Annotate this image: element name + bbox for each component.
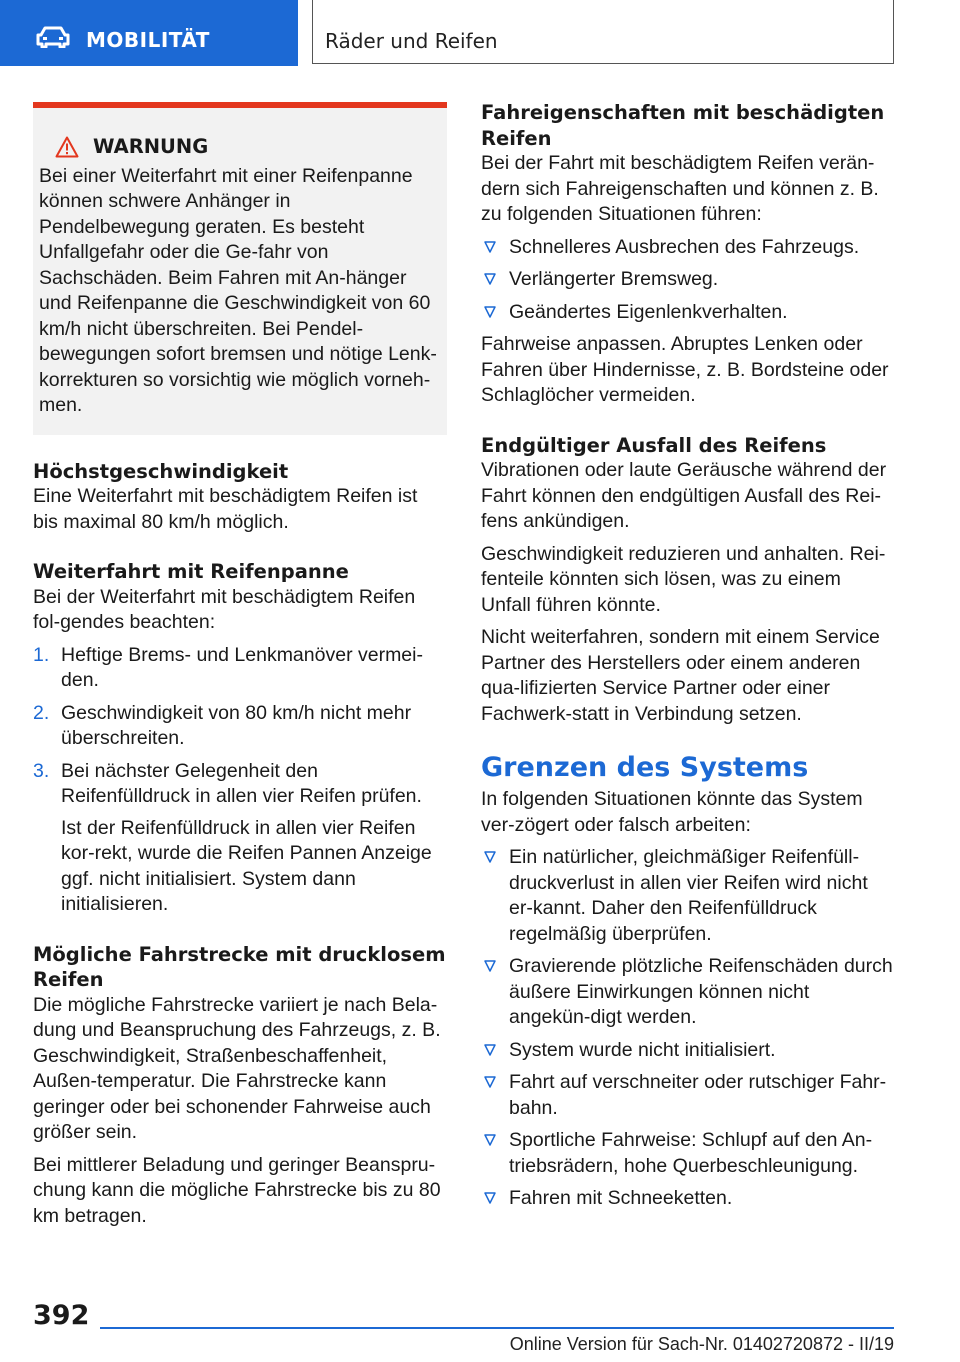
bullet-text: Geändertes Eigenlenkverhalten. <box>509 300 788 323</box>
section-label: MOBILITÄT <box>86 28 210 52</box>
handling-bullets <box>481 235 895 326</box>
bullet-triangle-icon <box>483 1043 497 1057</box>
right-column <box>481 100 895 1219</box>
car-icon <box>36 26 70 48</box>
list-item <box>481 267 895 293</box>
text-handling-intro: Bei der Fahrt mit beschädigtem Reifen verän-dern sich Fahreigenschaften und können z. B. zu folgenden Situationen führen: <box>481 152 879 225</box>
bullet-text: Sportliche Fahrweise: Schlupf auf den An-triebsrädern, hohe Querbeschleunigung. <box>509 1129 873 1177</box>
text-failure-1: Vibrationen oder laute Geräusche während der Fahrt können den endgültigen Ausfall des Rei-fens ankündigen. <box>481 459 887 532</box>
heading-continue-driving: Weiterfahrt mit Reifenpanne <box>33 560 349 583</box>
text-distance-1: Die mögliche Fahrstrecke variiert je nach Bela-dung und Beanspruchung des Fahrzeugs, z. B. Geschwindigkeit, Straßenbeschaffenheit, Außen-temperatur. Die Fahrstrecke kann geringer oder bei schonender Fahrweise auch größer sein. <box>33 993 441 1143</box>
step-number: 3. <box>33 759 50 782</box>
list-item <box>481 845 895 947</box>
warning-box <box>33 102 447 435</box>
bullet-triangle-icon <box>483 305 497 319</box>
step-note: Ist der Reifenfülldruck in allen vier Reifen kor-rekt, wurde die Reifen Pannen Anzeige ggf. nicht initialisiert. System dann initialisieren. <box>61 816 432 915</box>
section-tab <box>0 0 298 66</box>
step-text: Bei nächster Gelegenheit den Reifenfülldruck in allen vier Reifen prüfen. <box>61 759 422 807</box>
bullet-triangle-icon <box>483 240 497 254</box>
left-column <box>33 100 447 1236</box>
list-item <box>33 643 447 694</box>
section-continue-driving <box>33 559 447 918</box>
step-number: 2. <box>33 701 50 724</box>
text-handling: Fahrweise anpassen. Abruptes Lenken oder Fahren über Hindernisse, z. B. Bordsteine oder Schlaglöcher vermeiden. <box>481 333 889 406</box>
list-item <box>481 954 895 1031</box>
list-item <box>33 701 447 752</box>
warning-header <box>55 134 441 160</box>
section-distance <box>33 942 447 1230</box>
list-item <box>481 1186 895 1212</box>
text-max-speed: Eine Weiterfahrt mit beschädigtem Reifen ist bis maximal 80 km/h möglich. <box>33 485 418 533</box>
chapter-header <box>312 0 894 64</box>
list-item <box>481 1128 895 1179</box>
text-continue-intro: Bei der Weiterfahrt mit beschädigtem Reifen fol-gendes beachten: <box>33 585 416 633</box>
chapter-title: Räder und Reifen <box>325 29 498 53</box>
bullet-text: Schnelleres Ausbrechen des Fahrzeugs. <box>509 235 860 258</box>
heading-distance: Mögliche Fahrstrecke mit drucklosem Reifen <box>33 942 446 991</box>
text-failure-2: Geschwindigkeit reduzieren und anhalten. Rei-fenteile könnten sich lösen, was zu einem Unfall führen könnte. <box>481 542 886 616</box>
footer-note: Online Version für Sach-Nr. 01402720872 - II/19 <box>509 1334 894 1354</box>
warning-text: Bei einer Weiterfahrt mit einer Reifenpanne können schwere Anhänger in Pendelbewegung geraten. Es besteht Unfallgefahr oder die Ge-fahr von Sachschäden. Beim Fahren mit An-hänger und Reifenpanne die Geschwindigkeit von 60 km/h nicht überschreiten. Bei Pendel-bewegungen sofort bremsen und nötige Lenk-korrekturen so vorsichtig wie möglich vorneh-men. <box>39 164 437 416</box>
warning-title: WARNUNG <box>93 135 209 158</box>
bullet-text: System wurde nicht initialisiert. <box>509 1038 776 1061</box>
section-limits <box>481 751 895 1212</box>
warning-triangle-icon <box>55 136 79 158</box>
list-item <box>481 1070 895 1121</box>
list-item <box>481 235 895 261</box>
heading-limits: Grenzen des Systems <box>481 752 809 783</box>
step-number: 1. <box>33 643 50 666</box>
bullet-triangle-icon <box>483 1191 497 1205</box>
heading-handling: Fahreigenschaften mit beschädigten Reifen <box>481 101 885 150</box>
bullet-triangle-icon <box>483 272 497 286</box>
text-distance-2: Bei mittlerer Beladung und geringer Beanspru-chung kann die mögliche Fahrstrecke bis zu 80 km betragen. <box>33 1153 441 1227</box>
bullet-text: Fahrt auf verschneiter oder rutschiger Fahr-bahn. <box>509 1071 887 1119</box>
bullet-triangle-icon <box>483 850 497 864</box>
section-max-speed <box>33 459 447 536</box>
bullet-text: Ein natürlicher, gleichmäßiger Reifenfüll-druckverlust in allen vier Reifen wird nicht er-kannt. Daher den Reifenfülldruck regelmäßig überprüfen. <box>509 846 868 945</box>
heading-max-speed: Höchstgeschwindigkeit <box>33 459 289 483</box>
limits-bullets <box>481 845 895 1212</box>
bullet-triangle-icon <box>483 1133 497 1147</box>
list-item <box>481 1038 895 1064</box>
list-item <box>33 759 447 918</box>
steps-list <box>33 643 447 918</box>
page-number: 392 <box>33 1300 90 1331</box>
step-text: Geschwindigkeit von 80 km/h nicht mehr überschreiten. <box>61 701 412 749</box>
list-item <box>481 300 895 326</box>
section-handling <box>481 100 895 409</box>
bullet-text: Gravierende plötzliche Reifenschäden durch äußere Einwirkungen können nicht angekün-digt werden. <box>509 955 893 1028</box>
heading-failure: Endgültiger Ausfall des Reifens <box>481 433 827 457</box>
text-failure-3: Nicht weiterfahren, sondern mit einem Service Partner des Herstellers oder einem anderen qua-lifizierten Service Partner oder einer Fachwerk-statt in Verbindung setzen. <box>481 626 880 725</box>
bullet-text: Fahren mit Schneeketten. <box>509 1187 733 1209</box>
bullet-triangle-icon <box>483 959 497 973</box>
step-text: Heftige Brems- und Lenkmanöver vermei-den. <box>61 643 423 691</box>
section-failure <box>481 433 895 728</box>
bullet-triangle-icon <box>483 1075 497 1089</box>
text-limits-intro: In folgenden Situationen könnte das System ver-zögert oder falsch arbeiten: <box>481 788 863 836</box>
bullet-text: Verlängerter Bremsweg. <box>509 268 719 290</box>
footer-rule <box>100 1327 894 1329</box>
